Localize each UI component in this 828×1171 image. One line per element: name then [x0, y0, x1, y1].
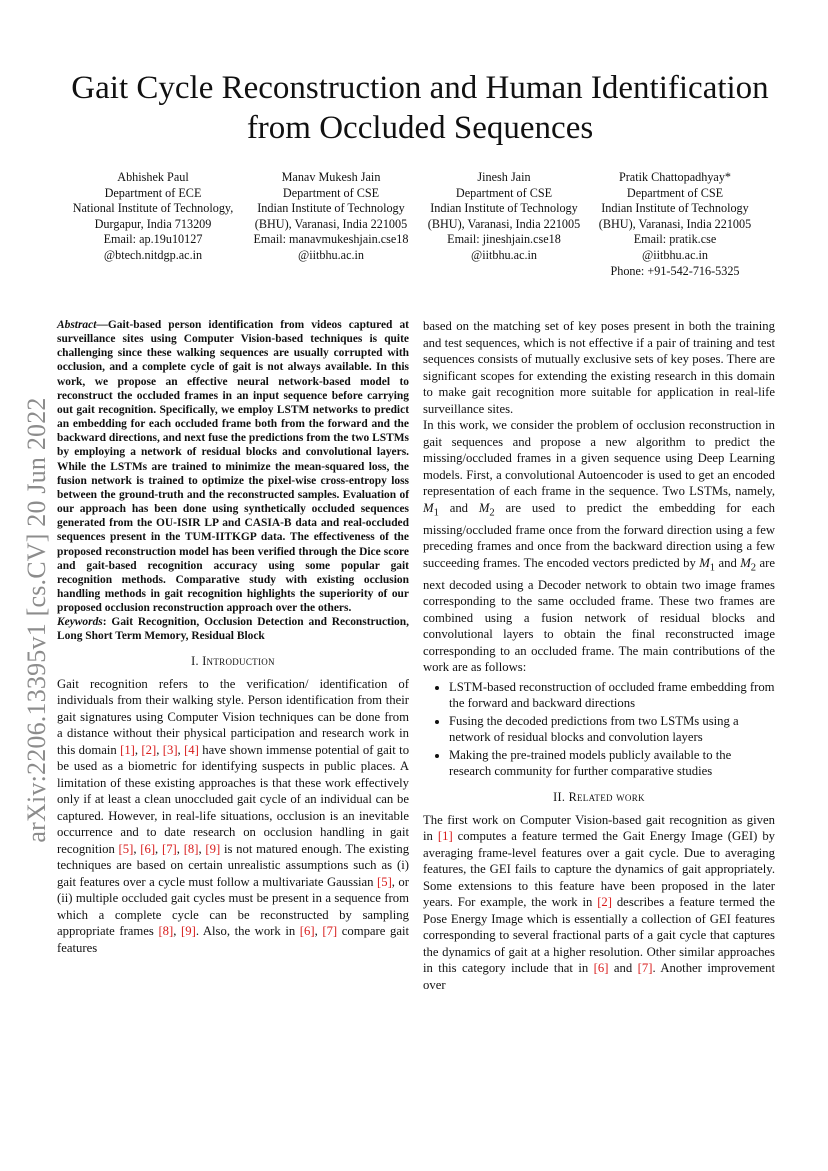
intro-paragraph-1: Gait recognition refers to the verification/ identification of individuals from their walking style. Person identification from their gait signatures using Computer Vision techniques can be done from a distance without their physical participation and research work in this domain [1], [2], [3], [4] have shown immense potential of gait to be used as a biometric for identifying suspects in public places. A limitation of these existing approaches is that these work effectively only if at least a clean unoccluded gait cycle of an individual can be captured. However, in real-life situations, occlusion is an inevitable occurrence and to date research on occlusion handling in gait recognition [5], [6], [7], [8], [9] is not matured enough. The existing techniques are based on certain unrealistic assumptions such as (i) gait features over a cycle must follow a multivariate Gaussian [5], or (ii) multiple occluded gait cycles must be present in a sequence from which a complete cycle can be reconstructed by sampling appropriate frames [8], [9]. Also, the work in [6], [7] compare gait features: [57, 676, 410, 955]
author-location: Durgapur, India 713209: [94, 216, 212, 231]
citation-link[interactable]: [1]: [120, 742, 135, 757]
citation-link[interactable]: [9]: [205, 841, 221, 856]
citation-link[interactable]: [6]: [140, 841, 156, 856]
list-item: • Fusing the decoded predictions from two LSTMs using a network of residual blocks and convolution layers: [449, 713, 775, 746]
related-paragraph-1: The first work on Computer Vision-based gait recognition as given in [1] computes a feature termed the Gait Energy Image (GEI) by averaging frame-level features over a gait cycle. Due to averaging features, the GEI fails to capture the dynamics of gait appropriately. Some extensions to this feature have been proposed in the later years. For example, the work in [2] describes a feature termed the Pose Energy Image which is essentially a collection of GEI features corresponding to several fractional parts of a gait cycle that captures the dynamics of gait at a higher resolution. Other similar approaches in this category include that in [6] and [7]. Another improvement over: [423, 812, 776, 992]
author-institute: Indian Institute of Technology: [601, 201, 749, 216]
intro-paragraph-2: based on the matching set of key poses present in both the training and test sequences, which is not effective if a pair of training and test sequences consists of mutually exclusive sets of key poses. There are significant scopes for extending the existing research in this domain to make gait recognition more suitable for application in real-life surveillance sites.: [423, 319, 775, 416]
abstract-label: Abstract: [57, 319, 97, 331]
author-name: Abhishek Paul: [117, 170, 189, 184]
citation-link[interactable]: [4]: [184, 742, 199, 757]
contributions-list: [423, 679, 775, 780]
author-3: [409, 170, 599, 264]
author-name: Pratik Chattopadhyay*: [618, 170, 732, 184]
list-item: • LSTM-based reconstruction of occluded frame embedding from the forward and backward directions: [449, 679, 775, 712]
section-heading-related-work: II. Related work: [553, 789, 645, 804]
keywords: [57, 615, 409, 643]
author-dept: Department of CSE: [455, 185, 553, 200]
author-1: [58, 170, 248, 264]
author-dept: Department of CSE: [282, 185, 380, 200]
author-email: Email: jineshjain.cse18: [447, 232, 561, 247]
citation-link[interactable]: [6]: [593, 961, 609, 976]
citation-link[interactable]: [5]: [377, 874, 392, 889]
left-column: [57, 318, 409, 956]
author-institute: Indian Institute of Technology: [257, 201, 405, 216]
author-email-domain: @iitbhu.ac.in: [470, 247, 538, 262]
abstract-text: —Gait-based person identification from videos captured at surveillance sites using Computer Vision-based techniques is quite challenging since these walking sequences are usually corrupted with occlusion, and a complete cycle of gait is not always available. In this work, we propose an effective neural network-based model to reconstruct the occluded frames in an input sequence before carrying out gait recognition. Specifically, we employ LSTM networks to predict an embedding for each occluded frame both from the forward and the backward directions, and next fuse the predictions from the two LSTMs by employing a network of residual blocks and convolutional layers. While the LSTMs are trained to minimize the mean-squared loss, the fusion network is trained to optimize the pixel-wise cross-entropy loss between the ground-truth and the reconstructed samples. Evaluation of our approach has been done using synthetically occluded sequences generated from the OU-ISIR LP and CASIA-B data and real-occluded sequences present in the TUM-IITKGP data. The effectiveness of the proposed reconstruction model has been verified through the Dice score and gait-based recognition accuracy using some popular gait recognition methods. Comparative study with existing occlusion handling methods in gait recognition highlights the superiority of our proposed occlusion reconstruction approach over the others.: [57, 319, 409, 615]
arxiv-stamp-text: arXiv:2206.13395v1 [cs.CV] 20 Jun 2022: [22, 397, 51, 843]
arxiv-stamp: [22, 365, 52, 875]
author-4: [580, 170, 770, 279]
keywords-text: : Gait Recognition, Occlusion Detection and Reconstruction, Long Short Term Memory, Residual Block: [57, 616, 409, 643]
citation-link[interactable]: [6]: [299, 924, 315, 939]
citation-link[interactable]: [3]: [162, 742, 178, 757]
author-email-domain: @iitbhu.ac.in: [297, 247, 365, 262]
author-dept: Department of ECE: [104, 185, 202, 200]
author-email: Email: pratik.cse: [633, 232, 717, 247]
section-heading-introduction: I. Introduction: [191, 653, 275, 668]
author-email-domain: @iitbhu.ac.in: [641, 247, 709, 262]
citation-link[interactable]: [5]: [118, 841, 134, 856]
abstract: [57, 318, 409, 615]
author-2: [236, 170, 426, 264]
paper-title: [40, 68, 800, 148]
title-line-2: from Occluded Sequences: [246, 110, 594, 146]
author-name: Manav Mukesh Jain: [281, 170, 381, 184]
list-item: • Making the pre-trained models publicly available to the research community for further comparative studies: [449, 747, 775, 780]
keywords-label: Keywords: [57, 616, 103, 629]
citation-link[interactable]: [9]: [181, 924, 196, 939]
title-line-1: Gait Cycle Reconstruction and Human Identification: [71, 70, 769, 106]
author-institute: Indian Institute of Technology: [430, 201, 578, 216]
author-location: (BHU), Varanasi, India 221005: [254, 216, 408, 231]
citation-link[interactable]: [2]: [597, 895, 612, 910]
author-location: (BHU), Varanasi, India 221005: [427, 216, 581, 231]
citation-link[interactable]: [7]: [322, 924, 338, 939]
author-dept: Department of CSE: [626, 185, 724, 200]
right-column: [423, 318, 775, 993]
citation-link[interactable]: [7]: [161, 841, 177, 856]
citation-link[interactable]: [8]: [158, 924, 174, 939]
citation-link[interactable]: [2]: [141, 742, 157, 757]
author-email: Email: ap.19u10127: [103, 232, 203, 247]
author-email: Email: manavmukeshjain.cse18: [253, 232, 409, 247]
citation-link[interactable]: [8]: [183, 841, 199, 856]
citation-link[interactable]: [1]: [437, 829, 453, 844]
author-email-domain: @btech.nitdgp.ac.in: [103, 247, 203, 262]
author-location: (BHU), Varanasi, India 221005: [598, 216, 752, 231]
citation-link[interactable]: [7]: [637, 961, 653, 976]
author-name: Jinesh Jain: [477, 170, 531, 184]
author-institute: National Institute of Technology,: [72, 201, 234, 216]
author-block: [66, 170, 766, 280]
intro-paragraph-3: In this work, we consider the problem of occlusion reconstruction in gait sequences and propose a new algorithm to predict the missing/occluded frames in a given sequence using Deep Learning models. First, a convolutional Autoencoder is used to get an encoded representation of each frame in the sequence. Two LSTMs, namely, $M_1$ and $M_2$ are used to predict the embedding for each missing/occluded frame once from the forward direction using a few preceding frames and once from the backward direction using a few succeeding frames. The encoded vectors predicted by $M_1$ and $M_2$ are next decoded using a Decoder network to obtain two image frames corresponding to the same occluded frame. These two frames are combined using a fusion network of residual blocks and convolutional layers to obtain the final reconstructed image corresponding to an occluded frame. The main contributions of the work are as follows:: [423, 418, 776, 675]
author-phone: Phone: +91-542-716-5325: [610, 263, 740, 278]
